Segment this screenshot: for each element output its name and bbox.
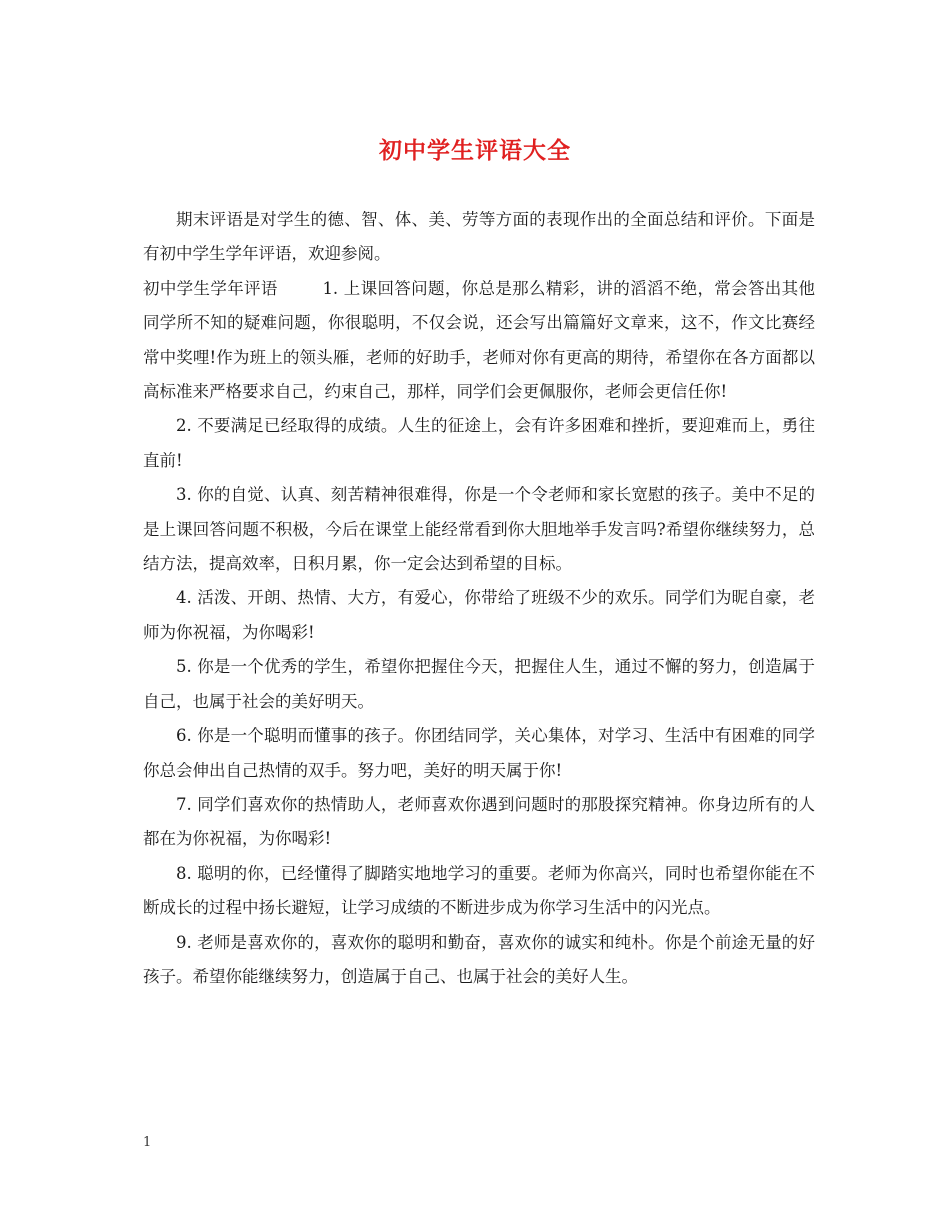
comment-paragraph-3: 3. 你的自觉、认真、刻苦精神很难得，你是一个令老师和家长宽慰的孩子。美中不足的是上课回答问题不积极，今后在课堂上能经常看到你大胆地举手发言吗?希望你继续努力，总结方法，提高效率，日积月累，你一定会达到希望的目标。 — [143, 485, 815, 574]
page-number: 1 — [143, 1135, 152, 1150]
section-label: 初中学生学年评语 — [143, 278, 278, 298]
comment-paragraph-4: 4. 活泼、开朗、热情、大方，有爱心，你带给了班级不少的欢乐。同学们为昵自豪，老师为你祝福，为你喝彩! — [143, 588, 815, 642]
comment-paragraph-5: 5. 你是一个优秀的学生，希望你把握住今天，把握住人生，通过不懈的努力，创造属于自己，也属于社会的美好明天。 — [143, 657, 815, 711]
comment-1: 1. 上课回答问题，你总是那么精彩，讲的滔滔不绝，常会答出其他同学所不知的疑难问题，你很聪明，不仅会说，还会写出篇篇好文章来，这不，作文比赛经常中奖哩!作为班上的领头雁，老师的好助手，老师对你有更高的期待，希望你在各方面都以高标准来严格要求自己，约束自己，那样，同学们会更佩服你，老师会更信任你! — [143, 278, 815, 402]
comment-paragraph-9: 9. 老师是喜欢你的，喜欢你的聪明和勤奋，喜欢你的诚实和纯朴。你是个前途无量的好孩子。希望你能继续努力，创造属于自己、也属于社会的美好人生。 — [143, 932, 815, 986]
document-title: 初中学生评语大全 — [379, 137, 571, 164]
comment-paragraph-2: 2. 不要满足已经取得的成绩。人生的征途上，会有许多困难和挫折，要迎难而上，勇往直前! — [143, 416, 815, 470]
comment-paragraph-6: 6. 你是一个聪明而懂事的孩子。你团结同学，关心集体，对学习、生活中有困难的同学你总会伸出自己热情的双手。努力吧，美好的明天属于你! — [143, 726, 815, 780]
comment-paragraph-7: 7. 同学们喜欢你的热情助人，老师喜欢你遇到问题时的那股探究精神。你身边所有的人都在为你祝福，为你喝彩! — [143, 794, 815, 849]
document-body — [143, 203, 815, 994]
intro-paragraph: 期末评语是对学生的德、智、体、美、劳等方面的表现作出的全面总结和评价。下面是有初中学生学年评语，欢迎参阅。 — [143, 210, 815, 264]
comment-paragraph-8: 8. 聪明的你，已经懂得了脚踏实地地学习的重要。老师为你高兴，同时也希望你能在不断成长的过程中扬长避短，让学习成绩的不断进步成为你学习生活中的闪光点。 — [143, 863, 815, 918]
comment-paragraph-1 — [143, 272, 815, 410]
